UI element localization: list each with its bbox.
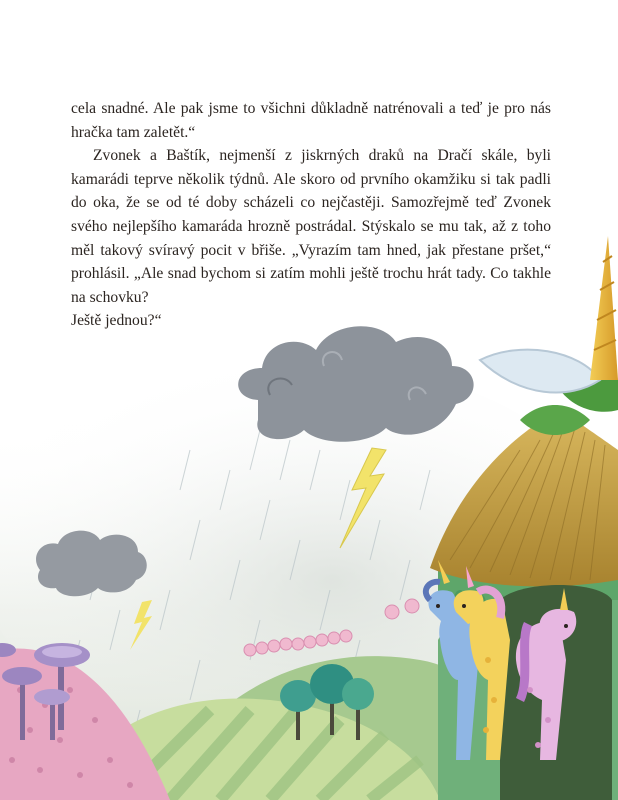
paragraph-1: cela snadné. Ale pak jsme to všichni důkladně natrénovali a teď je pro nás hračka tam zaletět.“ xyxy=(71,100,551,141)
paragraph-3: Ještě jednou?“ xyxy=(71,312,162,330)
paragraph-2: Zvonek a Baštík, nejmenší z jiskrných draků na Dračí skále, byli kamarádi teprve několik týdnů. Ale skoro od prvního okamžiku si tak padli do oka, že se od té doby scházeli co nejčastěji. Samozřejmě teď Zvonek svého nejlepšího kamaráda hrozně postrádal. Stýskalo se mu tak, až z toho měl takový svíravý pocit v břiše. „Vyrazím tam hned, jak přestane pršet,“ prohlásil. „Ale snad bychom si zatím mohli ještě trochu hrát tady. Co takhle na schovku? xyxy=(71,147,551,306)
storm-cloud-large xyxy=(238,326,473,442)
